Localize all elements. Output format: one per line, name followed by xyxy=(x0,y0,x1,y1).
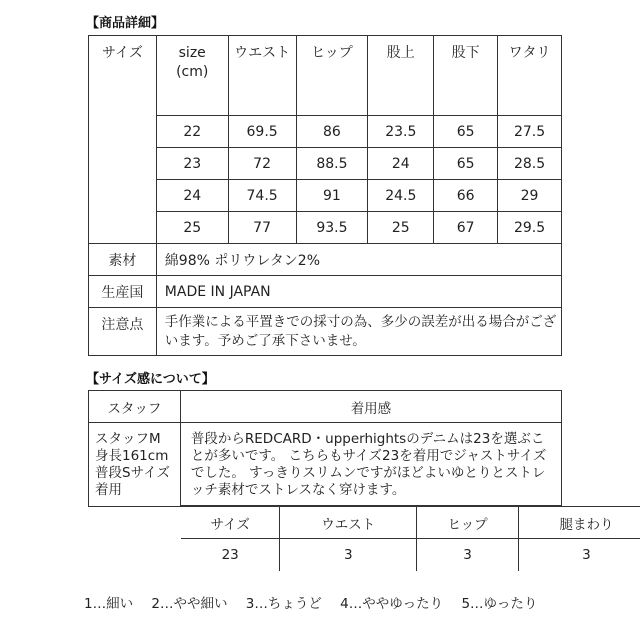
cell: 24 xyxy=(368,148,434,180)
cell: 93.5 xyxy=(296,212,368,244)
scale-item: 4…ややゆったり xyxy=(340,596,444,612)
feel-header: 着用感 xyxy=(180,391,561,423)
staff-header: スタッフ xyxy=(89,391,181,423)
fit-scale-legend xyxy=(84,594,554,614)
cell: 65 xyxy=(434,148,498,180)
fit-hip-header: ヒップ xyxy=(417,507,519,539)
origin-label: 生産国 xyxy=(89,276,157,308)
col-hip: ヒップ xyxy=(296,36,368,116)
notes-label: 注意点 xyxy=(89,308,157,356)
fit-size-header: サイズ xyxy=(181,507,280,539)
size-label: サイズ xyxy=(89,36,157,244)
fit-rating-table xyxy=(181,506,640,571)
fit-thigh-header: 腿まわり xyxy=(519,507,640,539)
cell: 22 xyxy=(156,116,228,148)
size-row xyxy=(89,180,562,212)
cell: 65 xyxy=(434,116,498,148)
col-rise: 股上 xyxy=(368,36,434,116)
scale-item: 5…ゆったり xyxy=(461,596,538,612)
cell: 23.5 xyxy=(368,116,434,148)
fit-thigh-value: 3 xyxy=(519,539,640,571)
cell: 74.5 xyxy=(228,180,296,212)
cell: 27.5 xyxy=(498,116,562,148)
material-value: 綿98% ポリウレタン2% xyxy=(156,244,561,276)
cell: 77 xyxy=(228,212,296,244)
product-details-table xyxy=(88,35,562,356)
size-row xyxy=(89,212,562,244)
cell: 28.5 xyxy=(498,148,562,180)
staff-comment: 普段からREDCARD・upperhightsのデニムは23を選ぶことが多いです。 こちらもサイズ23を着用でジャストサイズでした。 すっきりスリムンですがほどよいゆとりとストレッチ素材でストレスなく穿けます。 xyxy=(180,423,561,506)
size-feel-table xyxy=(88,390,614,563)
cell: 69.5 xyxy=(228,116,296,148)
col-waist: ウエスト xyxy=(228,36,296,116)
col-thigh: ワタリ xyxy=(498,36,562,116)
size-row xyxy=(89,116,562,148)
size-row xyxy=(89,148,562,180)
col-size-cm: size (cm) xyxy=(156,36,228,116)
fit-rating-cell xyxy=(180,506,614,563)
cell: 24 xyxy=(156,180,228,212)
cell: 24.5 xyxy=(368,180,434,212)
cell: 66 xyxy=(434,180,498,212)
cell: 88.5 xyxy=(296,148,368,180)
origin-value: MADE IN JAPAN xyxy=(156,276,561,308)
cell: 86 xyxy=(296,116,368,148)
scale-item: 1…細い xyxy=(84,596,134,612)
fit-waist-value: 3 xyxy=(280,539,417,571)
cell: 29 xyxy=(498,180,562,212)
scale-item: 3…ちょうど xyxy=(245,596,322,612)
cell: 25 xyxy=(368,212,434,244)
fit-size-value: 23 xyxy=(181,539,280,571)
cell: 67 xyxy=(434,212,498,244)
size-feel-heading: 【サイズ感について】 xyxy=(86,372,215,387)
fit-waist-header: ウエスト xyxy=(280,507,417,539)
product-details-heading: 【商品詳細】 xyxy=(86,16,165,31)
col-inseam: 股下 xyxy=(434,36,498,116)
cell: 29.5 xyxy=(498,212,562,244)
cell: 72 xyxy=(228,148,296,180)
staff-info: スタッフM 身長161cm 普段Sサイズ着用 xyxy=(89,423,181,507)
fit-hip-value: 3 xyxy=(417,539,519,571)
scale-item: 2…やや細い xyxy=(151,596,228,612)
cell: 23 xyxy=(156,148,228,180)
material-label: 素材 xyxy=(89,244,157,276)
cell: 91 xyxy=(296,180,368,212)
notes-value: 手作業による平置きでの採寸の為、多少の誤差が出る場合がございます。予めご了承下さいませ。 xyxy=(156,308,561,356)
cell: 25 xyxy=(156,212,228,244)
